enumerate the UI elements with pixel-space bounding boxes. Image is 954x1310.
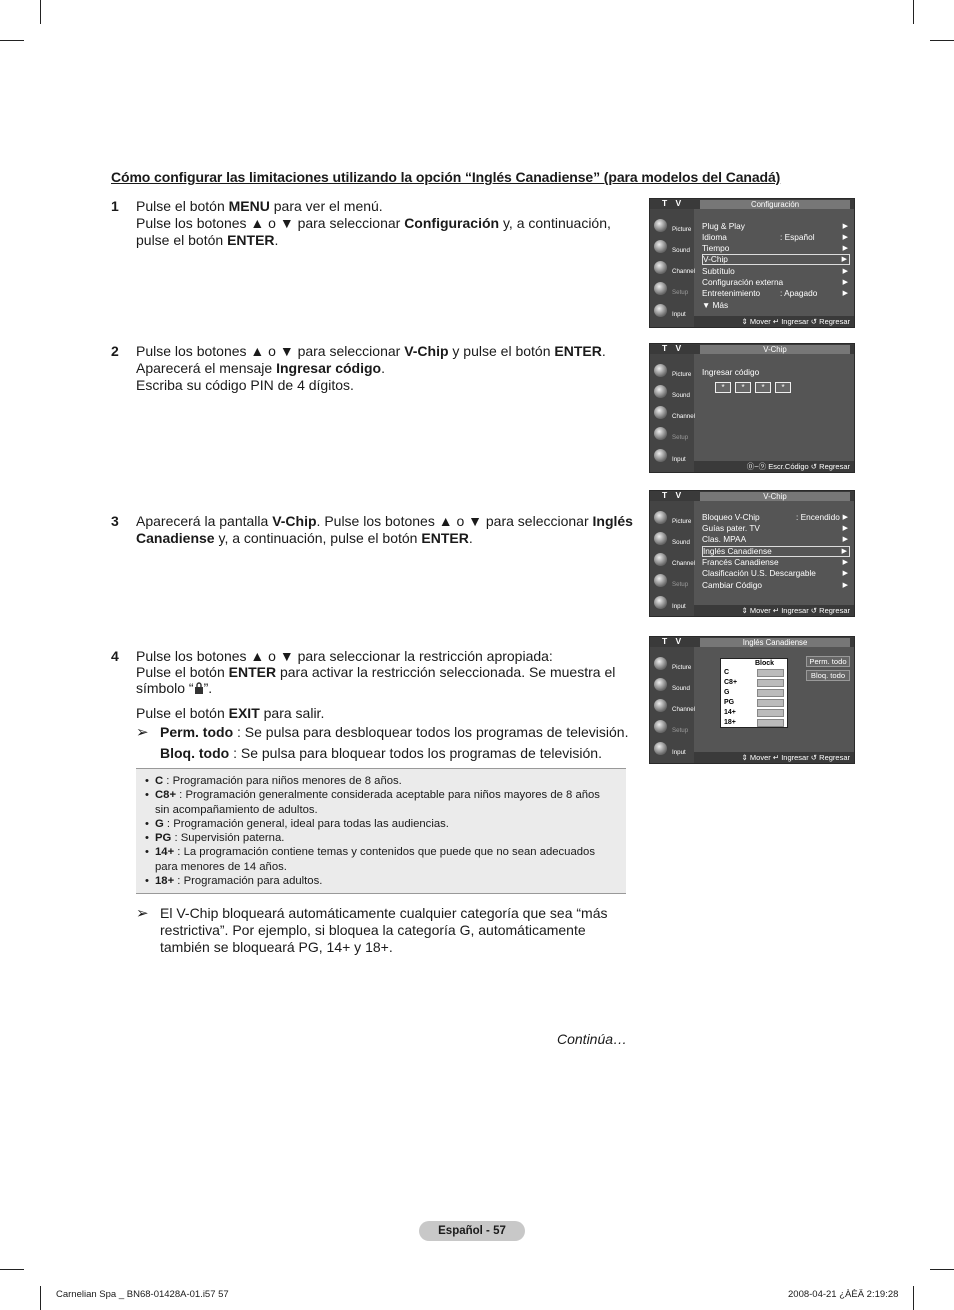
step-number: 1	[111, 198, 119, 214]
sidebar-item-input[interactable]: Input	[652, 447, 692, 467]
tv-label: T V	[662, 343, 685, 353]
crop-mark	[930, 40, 954, 41]
sidebar-item-sound[interactable]: Sound	[652, 383, 692, 403]
pin-prompt: Ingresar código	[702, 367, 760, 377]
step-text: símbolo “	[136, 680, 194, 696]
menu-item[interactable]: Cambiar Código ▶	[702, 580, 848, 590]
note-text: restrictiva”. Por ejemplo, si bloquea la categoría G, automáticamente	[160, 922, 586, 938]
channel-icon	[654, 553, 667, 566]
pin-digit-field[interactable]: *	[755, 382, 771, 393]
rating-row[interactable]: 18+	[724, 718, 786, 728]
tv-label: T V	[662, 490, 685, 500]
menu-item[interactable]: Subtítulo ▶	[702, 266, 848, 276]
step-text: y pulse el botón	[448, 343, 555, 359]
step-text: pulse el botón	[136, 232, 228, 248]
arrow-right-icon: ▶	[841, 548, 847, 555]
arrow-right-icon: ▶	[842, 290, 848, 297]
arrow-icon: ➢	[136, 724, 149, 741]
osd-sidebar	[650, 647, 694, 763]
osd-bottom-hints: ⓪~⑨ Escr.Código ↺ Regresar	[694, 461, 854, 472]
setup-icon	[654, 282, 667, 295]
step-number: 2	[111, 343, 119, 359]
sidebar-item-setup[interactable]: Setup	[652, 572, 692, 592]
list-item: • 14+ : La programación contiene temas y contenidos que puede que no sean adecuados para menores de 14 años.	[145, 845, 616, 874]
step-key: Canadiense	[136, 530, 215, 546]
list-item: • 18+ : Programación para adultos.	[145, 874, 616, 888]
sidebar-item-channel[interactable]: Channel	[652, 259, 692, 279]
step-key: MENU	[228, 198, 270, 214]
step-key: Inglés	[592, 513, 633, 529]
menu-item-selected[interactable]: Inglés Canadiense ▶	[702, 546, 850, 557]
step-key: V-Chip	[272, 513, 317, 529]
input-icon	[654, 742, 667, 755]
crop-mark	[913, 1286, 914, 1310]
lock-icon	[757, 679, 784, 687]
step-text: . Pulse los botones ▲ o ▼ para seleccionar	[316, 513, 593, 529]
step-key: ENTER	[554, 343, 602, 359]
step-text: Pulse los botones ▲ o ▼ para seleccionar la restricción apropiada:	[136, 648, 553, 664]
menu-item-selected[interactable]: V-Chip ▶	[702, 254, 850, 265]
arrow-right-icon: ▶	[842, 245, 848, 252]
osd-menu	[698, 211, 850, 315]
note-text: El V-Chip bloqueará automáticamente cualquier categoría que sea “más	[160, 905, 608, 921]
osd-sidebar	[650, 501, 694, 616]
crop-mark	[913, 0, 914, 24]
channel-icon	[654, 261, 667, 274]
osd-sidebar	[650, 354, 694, 472]
menu-item-more[interactable]: ▼ Más	[702, 300, 729, 310]
step-text: y, a continuación, pulse el botón	[214, 530, 422, 546]
sidebar-item-input[interactable]: Input	[652, 740, 692, 760]
rating-row[interactable]: C	[724, 668, 786, 678]
list-item: • G : Programación general, ideal para todas las audiencias.	[145, 817, 616, 831]
sidebar-item-picture[interactable]: Picture	[652, 362, 692, 382]
sidebar-item-channel[interactable]: Channel	[652, 697, 692, 717]
note-text: : Se pulsa para desbloquear todos los programas de televisión.	[233, 724, 629, 740]
sidebar-item-setup[interactable]: Setup	[652, 718, 692, 738]
bloq-todo-button[interactable]: Bloq. todo	[806, 670, 850, 681]
sidebar-item-setup[interactable]: Setup	[652, 425, 692, 445]
continued-label: Continúa…	[557, 1031, 628, 1047]
step-key: ENTER	[227, 232, 275, 248]
sound-icon	[654, 385, 667, 398]
step-text: Pulse los botones ▲ o ▼ para seleccionar	[136, 215, 405, 231]
pin-digit-field[interactable]: *	[715, 382, 731, 393]
list-item: • C : Programación para niños menores de 8 años.	[145, 774, 616, 788]
step-text: Aparecerá la pantalla	[136, 513, 273, 529]
lock-icon	[757, 699, 784, 707]
osd-title: Inglés Canadiense	[700, 638, 850, 647]
rating-row[interactable]: 14+	[724, 708, 786, 718]
picture-icon	[654, 657, 667, 670]
input-icon	[654, 449, 667, 462]
step-text: ”.	[203, 680, 213, 696]
step-key: V-Chip	[404, 343, 449, 359]
step-text: y, a continuación,	[499, 215, 611, 231]
step-key: EXIT	[228, 705, 260, 721]
osd-screen-vchip-menu	[649, 490, 855, 617]
osd-bottom-hints: ⇕ Mover ↵ Ingresar ↺ Regresar	[694, 605, 854, 616]
step-text: Pulse el botón	[136, 664, 229, 680]
step-text: para salir.	[259, 705, 325, 721]
arrow-right-icon: ▶	[842, 514, 848, 521]
sidebar-item-sound[interactable]: Sound	[652, 530, 692, 550]
sidebar-item-sound[interactable]: Sound	[652, 238, 692, 258]
step-key: ENTER	[228, 664, 277, 680]
footer-file-info: Carnelian Spa _ BN68-01428A-01.i57 57	[56, 1289, 229, 1300]
menu-item[interactable]: Guías pater. TV ▶	[702, 523, 848, 533]
menu-item[interactable]: Francés Canadiense ▶	[702, 557, 848, 567]
arrow-right-icon: ▶	[841, 256, 847, 263]
setup-icon	[654, 574, 667, 587]
sidebar-item-setup[interactable]: Setup	[652, 280, 692, 300]
input-icon	[654, 304, 667, 317]
step-number: 4	[111, 648, 119, 664]
picture-icon	[654, 364, 667, 377]
block-header: Block	[755, 660, 775, 667]
crop-mark	[0, 1269, 24, 1270]
step-text: Escriba su código PIN de 4 dígitos.	[136, 377, 354, 393]
setup-icon	[654, 720, 667, 733]
rating-row[interactable]: C8+	[724, 678, 786, 688]
arrow-right-icon: ▶	[842, 536, 848, 543]
step-text: .	[381, 360, 385, 376]
tv-label: T V	[662, 198, 685, 208]
section-title: Cómo configurar las limitaciones utilizando la opción “Inglés Canadiense” (para modelos del Canadá)	[111, 169, 781, 185]
step-text: Pulse el botón	[136, 198, 229, 214]
osd-bottom-hints: ⇕ Mover ↵ Ingresar ↺ Regresar	[694, 316, 854, 327]
osd-bottom-hints: ⇕ Mover ↵ Ingresar ↺ Regresar	[694, 752, 854, 763]
menu-item[interactable]: Tiempo ▶	[702, 243, 848, 253]
osd-title: Configuración	[700, 200, 850, 209]
sidebar-item-sound[interactable]: Sound	[652, 676, 692, 696]
list-item: • PG : Supervisión paterna.	[145, 831, 616, 845]
lock-icon	[757, 709, 784, 717]
note-text: también se bloqueará PG, 14+ y 18+.	[160, 939, 393, 955]
channel-icon	[654, 699, 667, 712]
menu-item[interactable]: Clas. MPAA ▶	[702, 534, 848, 544]
picture-icon	[654, 219, 667, 232]
menu-item[interactable]: Idioma : Español ▶	[702, 232, 848, 242]
sound-icon	[654, 532, 667, 545]
note-key: Bloq. todo	[160, 745, 230, 761]
step-text: .	[468, 530, 473, 546]
ratings-list	[136, 768, 626, 894]
perm-todo-button[interactable]: Perm. todo	[806, 656, 850, 667]
crop-mark	[40, 1286, 41, 1310]
sidebar-item-channel[interactable]: Channel	[652, 404, 692, 424]
input-icon	[654, 596, 667, 609]
step-number: 3	[111, 513, 119, 529]
block-grid	[720, 658, 788, 728]
setup-icon	[654, 427, 667, 440]
footer-timestamp: 2008-04-21 ¿ÀÈÄ 2:19:28	[788, 1289, 899, 1300]
menu-item[interactable]: Configuración externa ▶	[702, 277, 848, 287]
pin-digit-field[interactable]: *	[735, 382, 751, 393]
osd-title: V-Chip	[700, 345, 850, 354]
step-text: Aparecerá el mensaje	[136, 360, 277, 376]
arrow-right-icon: ▶	[842, 582, 848, 589]
osd-title: V-Chip	[700, 492, 850, 501]
arrow-right-icon: ▶	[842, 268, 848, 275]
lock-icon	[757, 669, 784, 677]
sidebar-item-picture[interactable]: Picture	[652, 655, 692, 675]
channel-icon	[654, 406, 667, 419]
osd-screen-ingles-canadiense	[649, 636, 855, 764]
arrow-right-icon: ▶	[842, 525, 848, 532]
sidebar-item-input[interactable]: Input	[652, 594, 692, 614]
step-key: Configuración	[404, 215, 500, 231]
arrow-right-icon: ▶	[842, 570, 848, 577]
osd-sidebar	[650, 209, 694, 327]
note-key: Perm. todo	[160, 724, 234, 740]
step-text: Pulse el botón	[136, 705, 229, 721]
step-key: Ingresar código	[276, 360, 382, 376]
osd-menu	[698, 503, 850, 604]
menu-item[interactable]: Clasificación U.S. Descargable ▶	[702, 568, 848, 578]
crop-mark	[40, 0, 41, 24]
arrow-right-icon: ▶	[842, 279, 848, 286]
arrow-icon: ➢	[136, 905, 149, 922]
sidebar-item-picture[interactable]: Picture	[652, 509, 692, 529]
sidebar-item-picture[interactable]: Picture	[652, 217, 692, 237]
crop-mark	[0, 40, 24, 41]
lock-icon	[757, 719, 784, 727]
menu-item[interactable]: Bloqueo V-Chip : Encendido ▶	[702, 512, 848, 522]
arrow-right-icon: ▶	[842, 223, 848, 230]
step-text: Pulse los botones ▲ o ▼ para seleccionar	[136, 343, 405, 359]
step-key: ENTER	[421, 530, 469, 546]
lock-icon	[194, 682, 204, 694]
lock-icon	[757, 689, 784, 697]
list-item: • C8+ : Programación generalmente considerada aceptable para niños mayores de 8 años sin acompañamiento de adultos.	[145, 788, 616, 817]
step-text: para activar la restricción seleccionada. Se muestra el	[276, 664, 616, 680]
arrow-right-icon: ▶	[842, 234, 848, 241]
sound-icon	[654, 678, 667, 691]
sidebar-item-channel[interactable]: Channel	[652, 551, 692, 571]
picture-icon	[654, 511, 667, 524]
menu-item[interactable]: Entretenimiento : Apagado ▶	[702, 288, 848, 298]
step-text: .	[601, 343, 606, 359]
rating-row[interactable]: PG	[724, 698, 786, 708]
sound-icon	[654, 240, 667, 253]
step-text: .	[274, 232, 279, 248]
tv-label: T V	[662, 636, 685, 646]
crop-mark	[930, 1269, 954, 1270]
sidebar-item-input[interactable]: Input	[652, 302, 692, 322]
osd-pin-pane	[698, 356, 850, 460]
menu-item[interactable]: Plug & Play ▶	[702, 221, 848, 231]
arrow-right-icon: ▶	[842, 559, 848, 566]
rating-row[interactable]: G	[724, 688, 786, 698]
pin-digit-field[interactable]: *	[775, 382, 791, 393]
osd-screen-configuracion	[649, 198, 855, 328]
note-text: : Se pulsa para bloquear todos los programas de televisión.	[229, 745, 602, 761]
osd-screen-vchip-pin	[649, 343, 855, 473]
step-text: para ver el menú.	[269, 198, 383, 214]
page-number-badge: Español - 57	[419, 1221, 525, 1241]
